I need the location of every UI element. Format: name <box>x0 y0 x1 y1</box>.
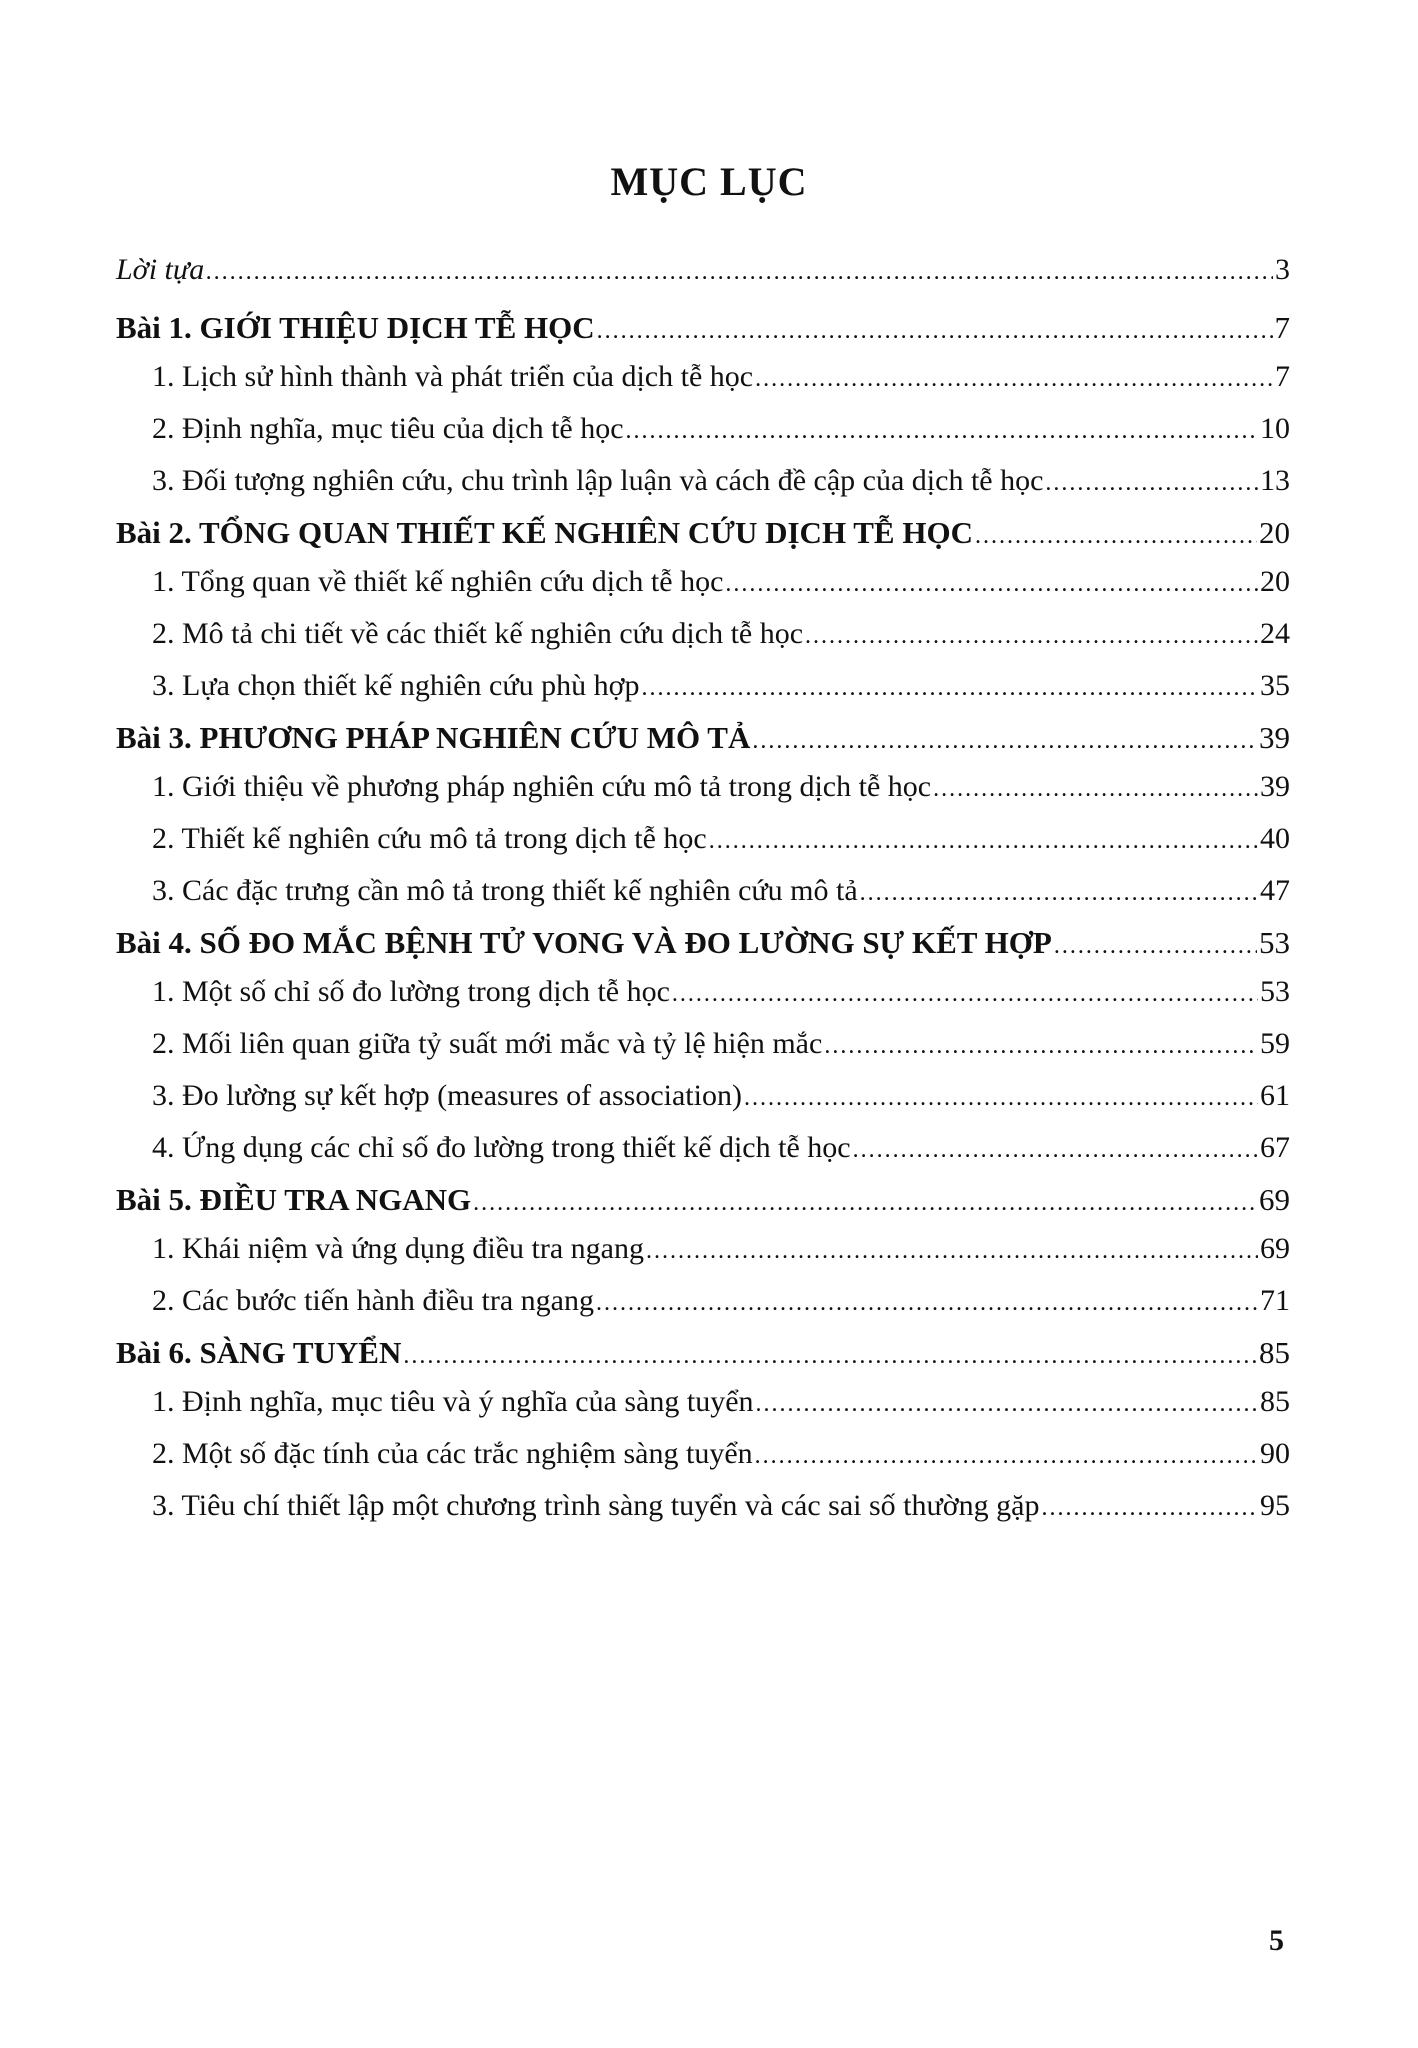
toc-chapter-3[interactable] <box>116 720 1290 759</box>
toc-section[interactable] <box>116 821 1290 859</box>
toc-section[interactable] <box>116 769 1290 807</box>
toc-section-label: 2. Các bước tiến hành điều tra ngang <box>152 1284 594 1317</box>
toc-section-label: 1. Lịch sử hình thành và phát triển của dịch tễ học <box>152 360 754 393</box>
toc-section-page: 13 <box>1260 464 1290 497</box>
dot-leader <box>1041 1490 1258 1526</box>
toc-section-label: 2. Thiết kế nghiên cứu mô tả trong dịch tễ học <box>152 822 707 855</box>
dot-leader <box>756 1386 1258 1422</box>
toc-chapter-label: Bài 2. TỔNG QUAN THIẾT KẾ NGHIÊN CỨU DỊCH TỄ HỌC <box>116 515 973 550</box>
toc-section[interactable] <box>116 873 1290 911</box>
toc-section-page: 24 <box>1260 617 1290 650</box>
toc-section-label: 2. Định nghĩa, mục tiêu của dịch tễ học <box>152 412 624 445</box>
toc-section[interactable] <box>116 1283 1290 1321</box>
toc-chapter-2[interactable] <box>116 515 1290 554</box>
dot-leader <box>975 518 1257 554</box>
dot-leader <box>206 254 1273 290</box>
toc-section[interactable] <box>116 668 1290 706</box>
page-number: 5 <box>1269 1924 1284 1957</box>
dot-leader <box>709 823 1258 859</box>
toc-chapter-page: 69 <box>1259 1182 1290 1217</box>
toc-section-label: 3. Đối tượng nghiên cứu, chu trình lập luận và cách đề cập của dịch tễ học <box>152 464 1044 497</box>
dot-leader <box>626 413 1258 449</box>
dot-leader <box>597 313 1273 349</box>
toc-section-page: 95 <box>1260 1489 1290 1522</box>
toc-section-page: 61 <box>1260 1079 1290 1112</box>
toc-section[interactable] <box>116 463 1290 501</box>
toc-section-page: 35 <box>1260 669 1290 702</box>
dot-leader <box>824 1028 1258 1064</box>
dot-leader <box>853 1132 1258 1168</box>
toc-section-label: 1. Một số chỉ số đo lường trong dịch tễ học <box>152 975 670 1008</box>
toc-section-page: 71 <box>1260 1284 1290 1317</box>
table-of-contents <box>116 252 1290 1540</box>
toc-section-label: 1. Định nghĩa, mục tiêu và ý nghĩa của sàng tuyển <box>152 1385 754 1418</box>
toc-section-label: 4. Ứng dụng các chỉ số đo lường trong thiết kế dịch tễ học <box>152 1131 851 1164</box>
dot-leader <box>1045 465 1258 501</box>
toc-section-page: 90 <box>1260 1437 1290 1470</box>
toc-section-page: 85 <box>1260 1385 1290 1418</box>
toc-entry-preface[interactable] <box>116 252 1290 290</box>
toc-chapter-label: Bài 4. SỐ ĐO MẮC BỆNH TỬ VONG VÀ ĐO LƯỜNG SỰ KẾT HỢP <box>116 925 1052 960</box>
page-title: MỤC LỤC <box>610 159 808 204</box>
dot-leader <box>725 566 1258 602</box>
dot-leader <box>805 618 1258 654</box>
toc-section-label: 2. Mối liên quan giữa tỷ suất mới mắc và tỷ lệ hiện mắc <box>152 1027 823 1060</box>
toc-entry-page: 3 <box>1275 253 1290 286</box>
dot-leader <box>933 771 1258 807</box>
toc-section-page: 69 <box>1260 1232 1290 1265</box>
dot-leader <box>755 361 1273 397</box>
toc-section-page: 53 <box>1260 975 1290 1008</box>
toc-chapter-label: Bài 3. PHƯƠNG PHÁP NGHIÊN CỨU MÔ TẢ <box>116 720 751 755</box>
toc-section[interactable] <box>116 411 1290 449</box>
dot-leader <box>752 723 1257 759</box>
toc-chapter-page: 7 <box>1274 310 1290 345</box>
toc-section-label: 3. Tiêu chí thiết lập một chương trình sàng tuyển và các sai số thường gặp <box>152 1489 1040 1522</box>
toc-section[interactable] <box>116 1130 1290 1168</box>
toc-section-page: 40 <box>1260 822 1290 855</box>
dot-leader <box>403 1338 1257 1374</box>
dot-leader <box>1054 928 1257 964</box>
toc-section-label: 1. Khái niệm và ứng dụng điều tra ngang <box>152 1232 644 1265</box>
toc-section-page: 47 <box>1260 874 1290 907</box>
dot-leader <box>744 1080 1258 1116</box>
toc-section-label: 3. Lựa chọn thiết kế nghiên cứu phù hợp <box>152 669 640 702</box>
toc-section[interactable] <box>116 1078 1290 1116</box>
toc-chapter-5[interactable] <box>116 1182 1290 1221</box>
toc-section-page: 7 <box>1275 360 1290 393</box>
toc-chapter-page: 85 <box>1259 1335 1290 1370</box>
toc-chapter-6[interactable] <box>116 1335 1290 1374</box>
toc-section[interactable] <box>116 1026 1290 1064</box>
toc-section-label: 2. Mô tả chi tiết về các thiết kế nghiên cứu dịch tễ học <box>152 617 804 650</box>
dot-leader <box>646 1233 1258 1269</box>
dot-leader <box>473 1185 1257 1221</box>
toc-section[interactable] <box>116 1436 1290 1474</box>
toc-chapter-page: 53 <box>1259 925 1290 960</box>
toc-chapter-page: 20 <box>1259 515 1290 550</box>
toc-section[interactable] <box>116 1384 1290 1422</box>
toc-section-page: 67 <box>1260 1131 1290 1164</box>
toc-chapter-label: Bài 6. SÀNG TUYỂN <box>116 1335 402 1370</box>
toc-section-label: 1. Giới thiệu về phương pháp nghiên cứu mô tả trong dịch tễ học <box>152 770 932 803</box>
dot-leader <box>641 670 1258 706</box>
dot-leader <box>755 1438 1258 1474</box>
toc-chapter-4[interactable] <box>116 925 1290 964</box>
dot-leader <box>860 875 1258 911</box>
dot-leader <box>672 976 1258 1012</box>
toc-section-page: 20 <box>1260 565 1290 598</box>
toc-entry-label: Lời tựa <box>116 253 205 286</box>
toc-chapter-1[interactable] <box>116 310 1290 349</box>
toc-section[interactable] <box>116 616 1290 654</box>
toc-chapter-label: Bài 5. ĐIỀU TRA NGANG <box>116 1182 472 1217</box>
toc-section-label: 1. Tổng quan về thiết kế nghiên cứu dịch tễ học <box>152 565 724 598</box>
toc-section-page: 10 <box>1260 412 1290 445</box>
toc-section-page: 39 <box>1260 770 1290 803</box>
toc-section[interactable] <box>116 1231 1290 1269</box>
toc-section-label: 2. Một số đặc tính của các trắc nghiệm sàng tuyển <box>152 1437 753 1470</box>
toc-section[interactable] <box>116 359 1290 397</box>
toc-section[interactable] <box>116 974 1290 1012</box>
toc-section-label: 3. Các đặc trưng cần mô tả trong thiết kế nghiên cứu mô tả <box>152 874 858 907</box>
dot-leader <box>596 1285 1258 1321</box>
toc-section-label: 3. Đo lường sự kết hợp (measures of association) <box>152 1079 742 1112</box>
toc-section[interactable] <box>116 564 1290 602</box>
toc-section-page: 59 <box>1260 1027 1290 1060</box>
toc-chapter-label: Bài 1. GIỚI THIỆU DỊCH TỄ HỌC <box>116 310 595 345</box>
toc-chapter-page: 39 <box>1259 720 1290 755</box>
toc-section[interactable] <box>116 1488 1290 1526</box>
